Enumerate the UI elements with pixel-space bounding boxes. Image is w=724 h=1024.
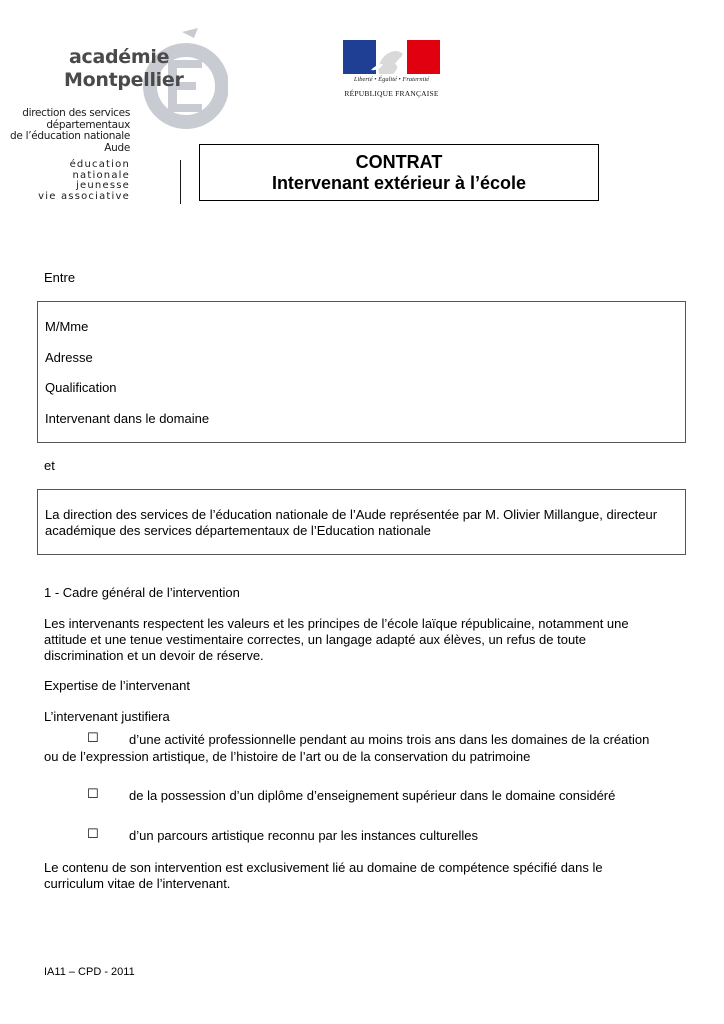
document-title: CONTRAT xyxy=(355,152,443,172)
para2-line: Le contenu de son intervention est exclusivement lié au domaine de compétence spécifié dans le xyxy=(44,860,603,875)
academie-label: académie xyxy=(69,46,170,68)
party2-line: académique des services départementaux de l’Education nationale xyxy=(45,523,431,538)
entre-label: Entre xyxy=(44,270,76,285)
et-label: et xyxy=(44,458,55,473)
para1-line: attitude et une tenue vestimentaire correctes, un langage adapté aux élèves, un refus de toute xyxy=(44,632,587,647)
education-line: vie associative xyxy=(38,190,130,202)
academie-logo xyxy=(10,24,190,214)
expertise-label: Expertise de l’intervenant xyxy=(44,678,190,693)
item2-text: de la possession d’un diplôme d’enseignement supérieur dans le domaine considéré xyxy=(129,788,616,803)
education-line: éducation xyxy=(69,159,130,170)
party2-box xyxy=(37,489,686,555)
direction-line: de l’éducation nationale xyxy=(10,130,130,142)
republique-name: RÉPUBLIQUE FRANÇAISE xyxy=(344,89,439,98)
title-box xyxy=(199,144,599,201)
justifiera-label: L’intervenant justifiera xyxy=(44,709,170,724)
field-domaine: Intervenant dans le domaine xyxy=(45,411,210,426)
direction-line: départementaux xyxy=(46,118,130,131)
education-line: nationale xyxy=(72,169,130,181)
field-mmme: M/Mme xyxy=(45,319,89,334)
direction-line: Aude xyxy=(104,141,130,154)
field-qualification: Qualification xyxy=(45,380,117,395)
checkbox-icon: ☐ xyxy=(87,731,99,746)
checkbox-icon: ☐ xyxy=(87,787,99,802)
document-subtitle: Intervenant extérieur à l’école xyxy=(271,173,527,193)
item3-text: d’un parcours artistique reconnu par les instances culturelles xyxy=(129,828,479,843)
checkbox-icon: ☐ xyxy=(87,827,99,842)
direction-line: direction des services xyxy=(22,107,130,119)
direction-block xyxy=(10,108,130,154)
para1-line: Les intervenants respectent les valeurs et les principes de l’école laïque républicaine, notamment une xyxy=(44,616,629,631)
education-block xyxy=(38,160,130,202)
party2-line: La direction des services de l’éducation nationale de l’Aude représentée par M. Olivier Millangue, directeur xyxy=(45,507,658,522)
en-divider xyxy=(180,160,181,204)
academie-city: Montpellier xyxy=(64,69,184,91)
footer-reference: IA11 – CPD - 2011 xyxy=(44,966,135,978)
para2-line: curriculum vitae de l’intervenant. xyxy=(44,876,231,891)
item1-line: ou de l’expression artistique, de l’histoire de l’art ou de la conservation du patrimoine xyxy=(44,749,531,764)
field-adresse: Adresse xyxy=(45,350,93,365)
party1-box xyxy=(37,301,686,443)
section-heading: 1 - Cadre général de l’intervention xyxy=(44,585,240,600)
item1-line: d’une activité professionnelle pendant au moins trois ans dans les domaines de la création xyxy=(129,732,650,747)
education-line: jeunesse xyxy=(76,180,130,191)
republique-motto: Liberté • Égalité • Fraternité xyxy=(353,76,430,83)
para1-line: discrimination et un devoir de réserve. xyxy=(44,648,264,663)
